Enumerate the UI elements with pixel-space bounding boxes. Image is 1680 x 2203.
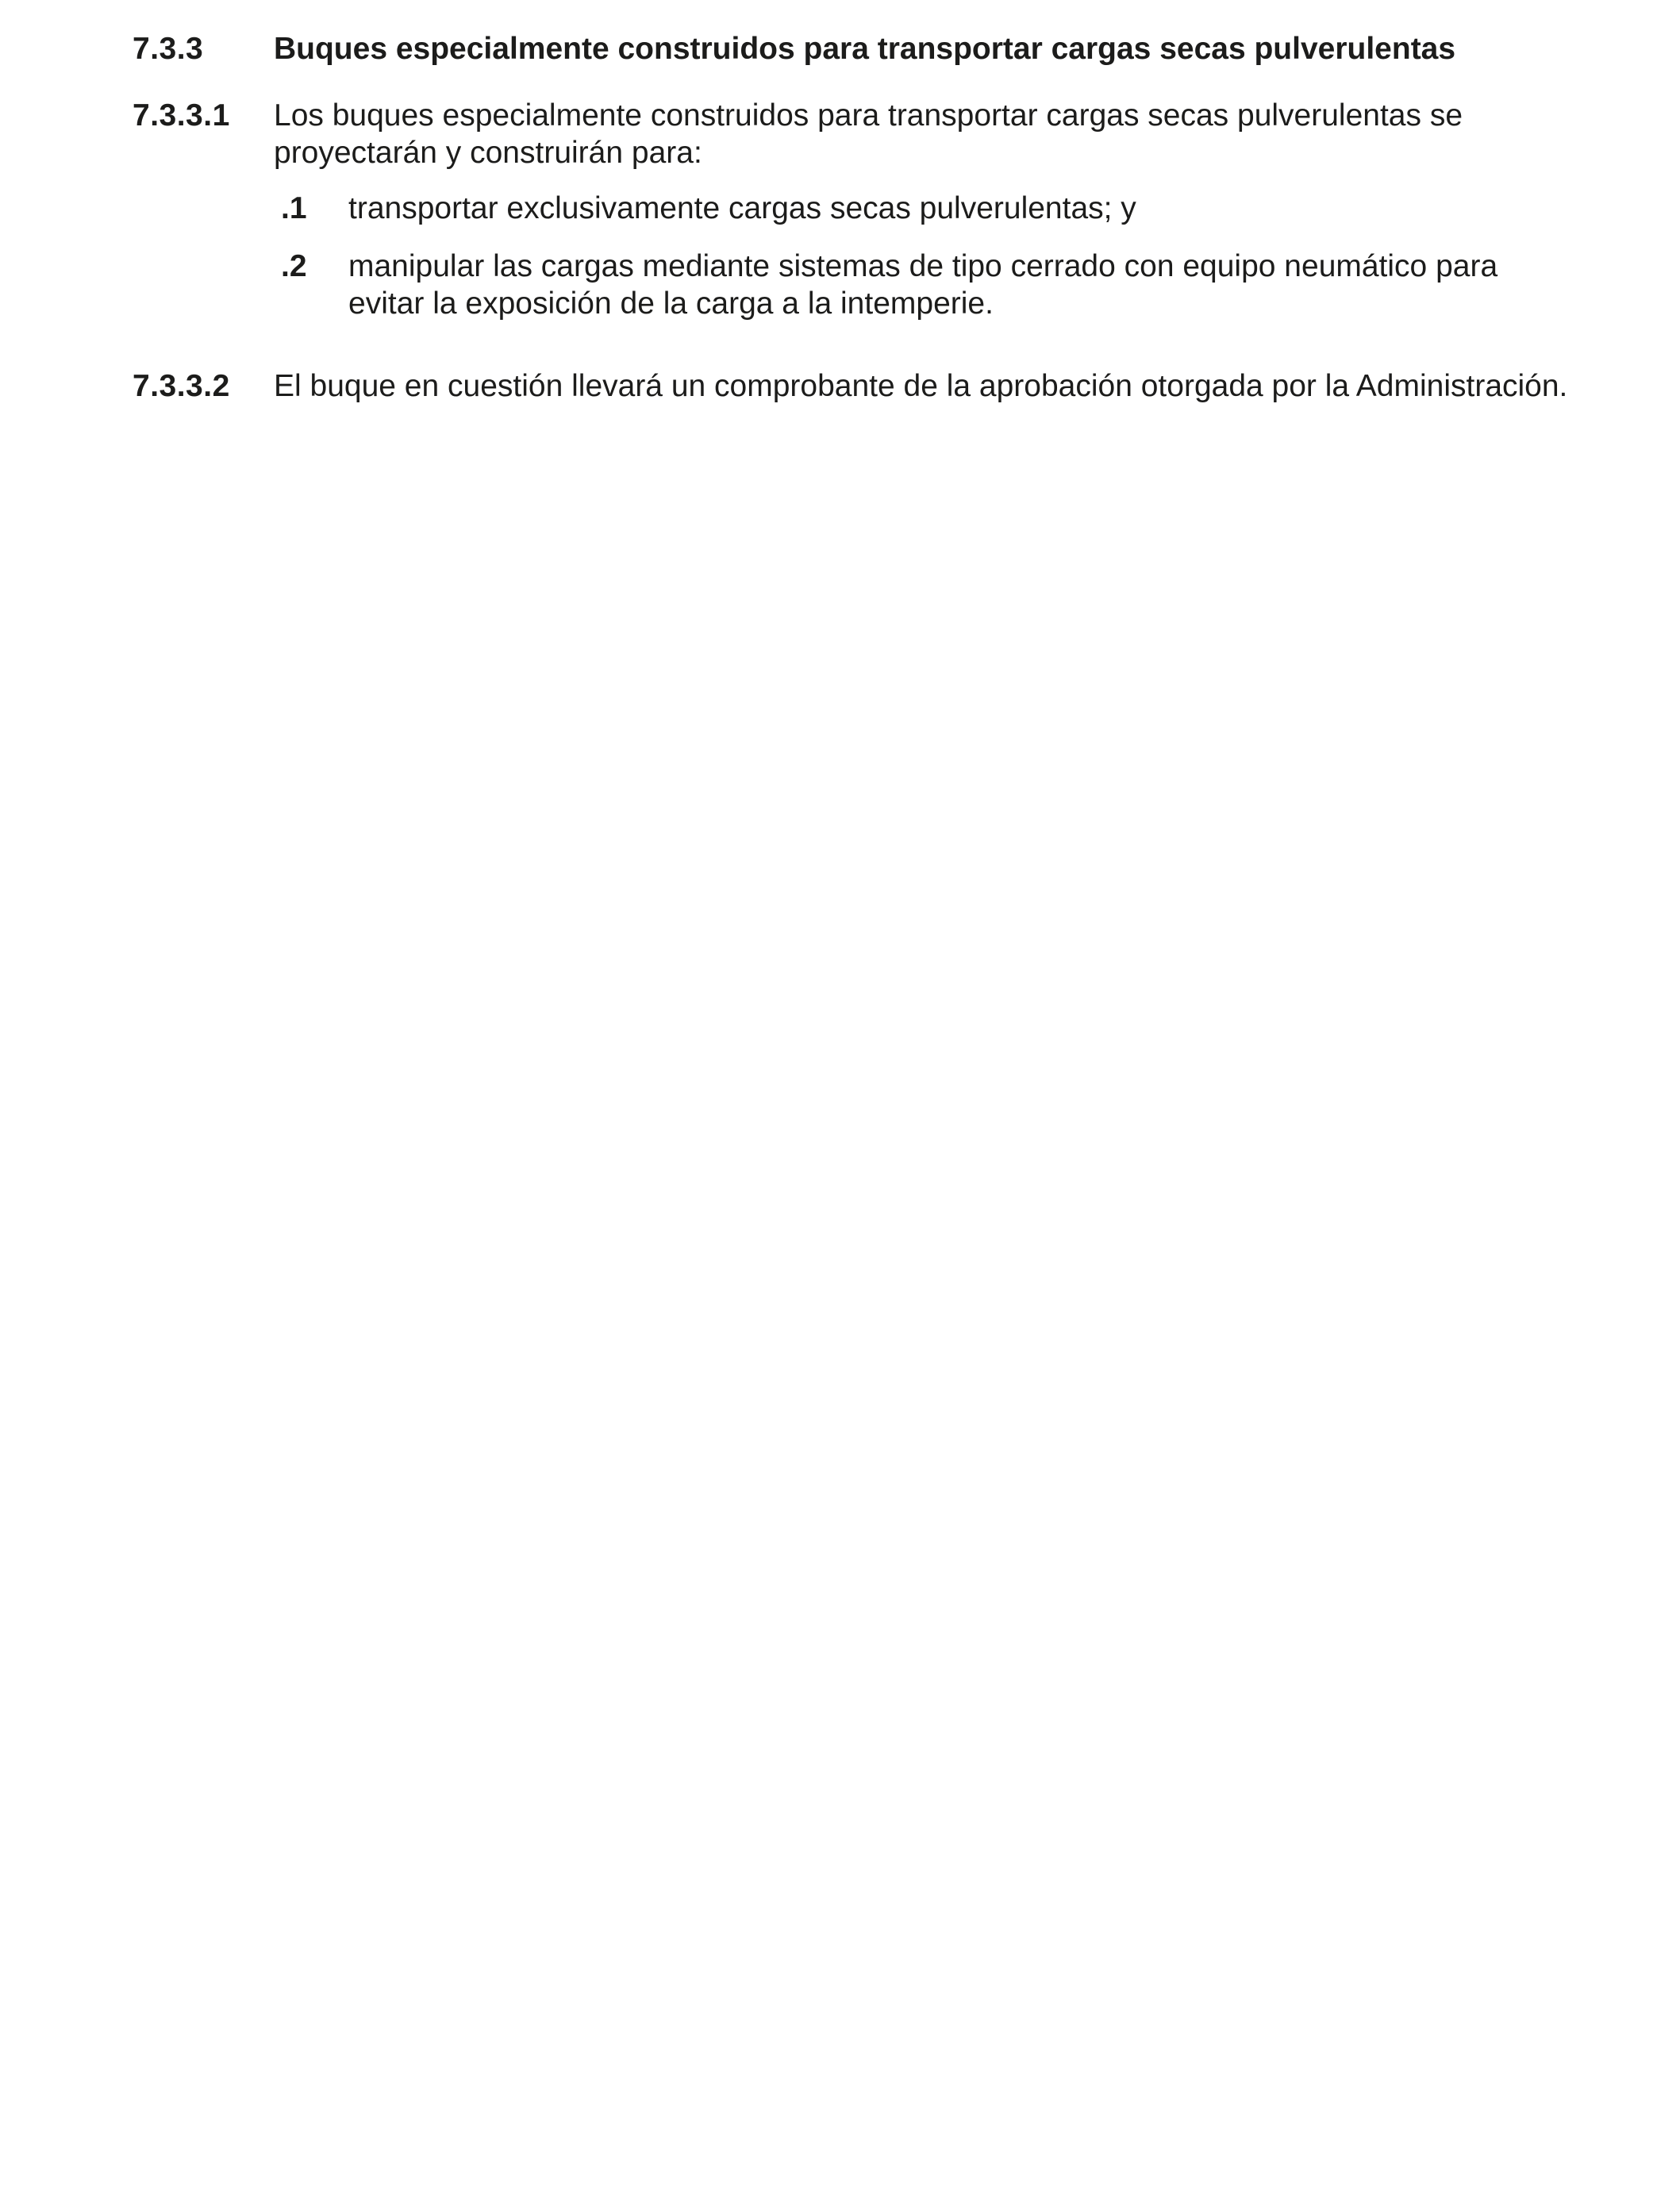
section-heading-row [133,30,1635,67]
list-item-2 [281,248,1623,322]
list-item-1-marker: .1 [281,191,307,225]
list-item-1 [281,190,1623,227]
section-number-7-3-3: 7.3.3 [133,32,204,66]
paragraph-7-3-3-2-row [133,367,1635,405]
paragraph-7-3-3-1-row [133,97,1635,343]
list-item-2-marker: .2 [281,249,307,283]
paragraph-7-3-3-1-body [274,97,1623,343]
paragraph-7-3-3-2-text: El buque en cuestión llevará un comprobante de la aprobación otorgada por la Administración. [274,369,1568,403]
paragraph-7-3-3-2-body [274,367,1623,405]
list-item-2-text: manipular las cargas mediante sistemas de tipo cerrado con equipo neumático para evitar la exposición de la carga a la intemperie. [348,249,1498,321]
paragraph-number-7-3-3-1: 7.3.3.1 [133,98,230,133]
paragraph-number-7-3-3-2: 7.3.3.2 [133,369,230,403]
section-heading-title: Buques especialmente construidos para transportar cargas secas pulverulentas [274,32,1456,66]
paragraph-7-3-3-1-text: Los buques especialmente construidos para transportar cargas secas pulverulentas se proyectarán y construirán para: [274,98,1463,170]
list-item-1-text: transportar exclusivamente cargas secas pulverulentas; y [348,191,1136,225]
